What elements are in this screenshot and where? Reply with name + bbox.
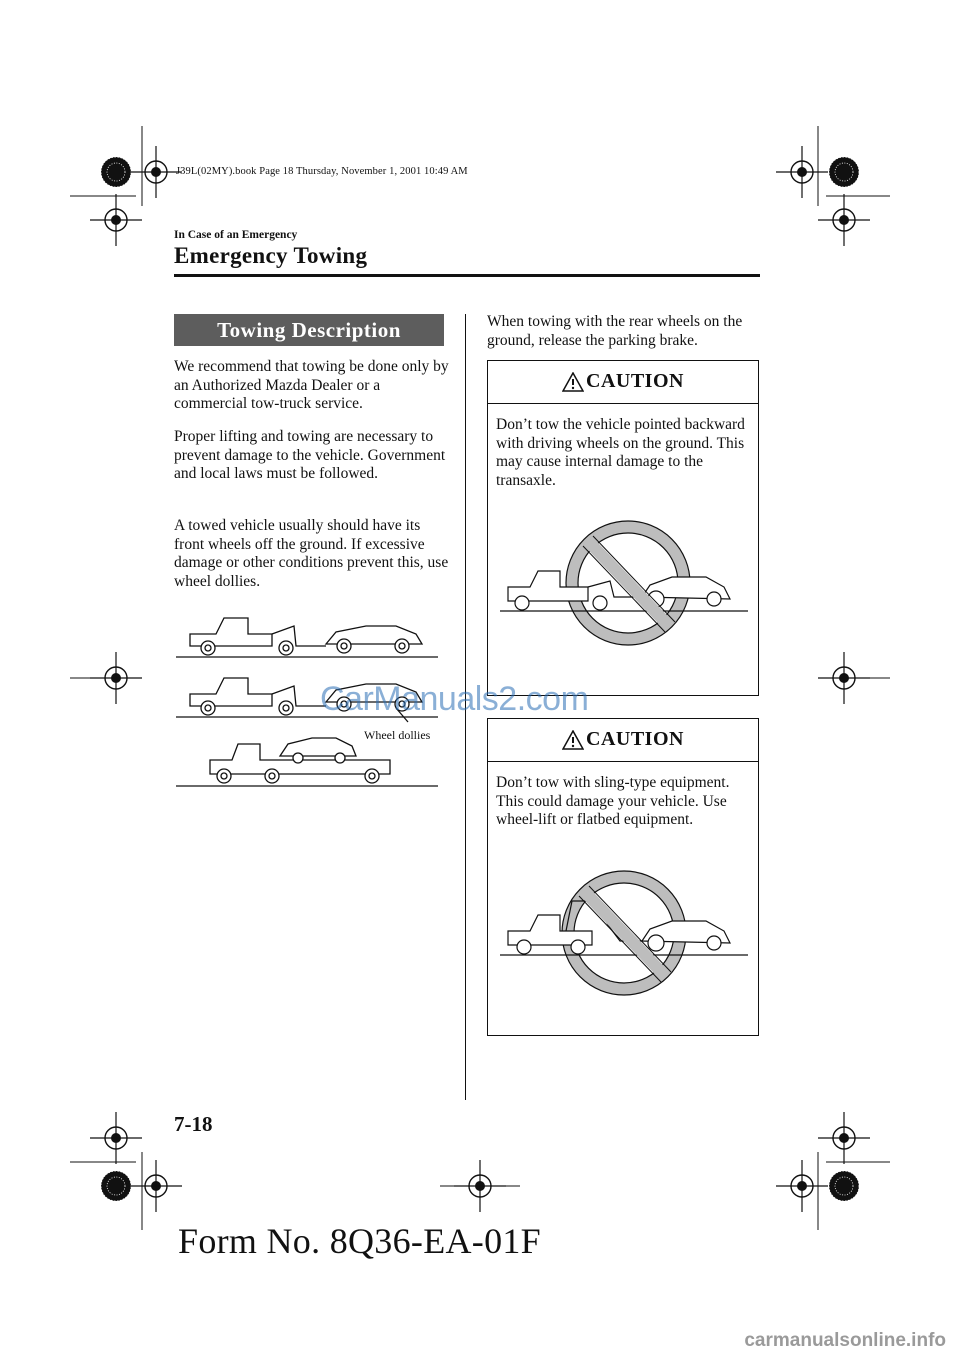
warning-triangle-icon: [562, 372, 584, 392]
watermark: CarManuals2.com: [320, 680, 589, 718]
caution-heading-text: CAUTION: [586, 370, 684, 392]
book-file-info: J39L(02MY).book Page 18 Thursday, November 1, 2001 10:49 AM: [176, 166, 468, 177]
caution-box-backward-tow: [487, 360, 759, 696]
paragraph-rear-wheels: When towing with the rear wheels on the ground, release the parking brake.: [487, 313, 743, 349]
caution-text: Don’t tow with sling-type equipment. This could damage your vehicle. Use wheel-lift or flatbed equipment.: [496, 774, 730, 828]
prohibited-tow-illustration: [496, 517, 752, 657]
wheel-dollies-caption: Wheel dollies: [364, 728, 431, 742]
paragraph-lifting: Proper lifting and towing are necessary to prevent damage to the vehicle. Government and local laws must be followed.: [174, 428, 446, 482]
warning-triangle-icon: [562, 730, 584, 750]
caution-text: Don’t tow the vehicle pointed backward with driving wheels on the ground. This may cause internal damage to the transaxle.: [496, 416, 745, 489]
caution-box-sling-tow: [487, 718, 759, 1036]
footer-site: carmanualsonline.info: [744, 1330, 946, 1351]
prohibited-sling-illustration: [496, 861, 752, 1001]
page-number: 7-18: [174, 1112, 213, 1136]
caution-heading: [488, 719, 758, 762]
paragraph-recommend: We recommend that towing be done only by an Authorized Mazda Dealer or a commercial tow-truck service.: [174, 358, 449, 412]
paragraph-wheels-off: A towed vehicle usually should have its front wheels off the ground. If excessive damage or other conditions prevent this, use wheel dollies.: [174, 517, 449, 590]
title-rule: [174, 274, 760, 277]
page-title: Emergency Towing: [174, 243, 368, 268]
section-name: In Case of an Emergency: [174, 229, 298, 241]
towing-description-banner: Towing Description: [174, 314, 444, 346]
caution-heading: [488, 361, 758, 404]
caution-heading-text: CAUTION: [586, 728, 684, 750]
form-number: Form No. 8Q36-EA-01F: [178, 1221, 541, 1261]
